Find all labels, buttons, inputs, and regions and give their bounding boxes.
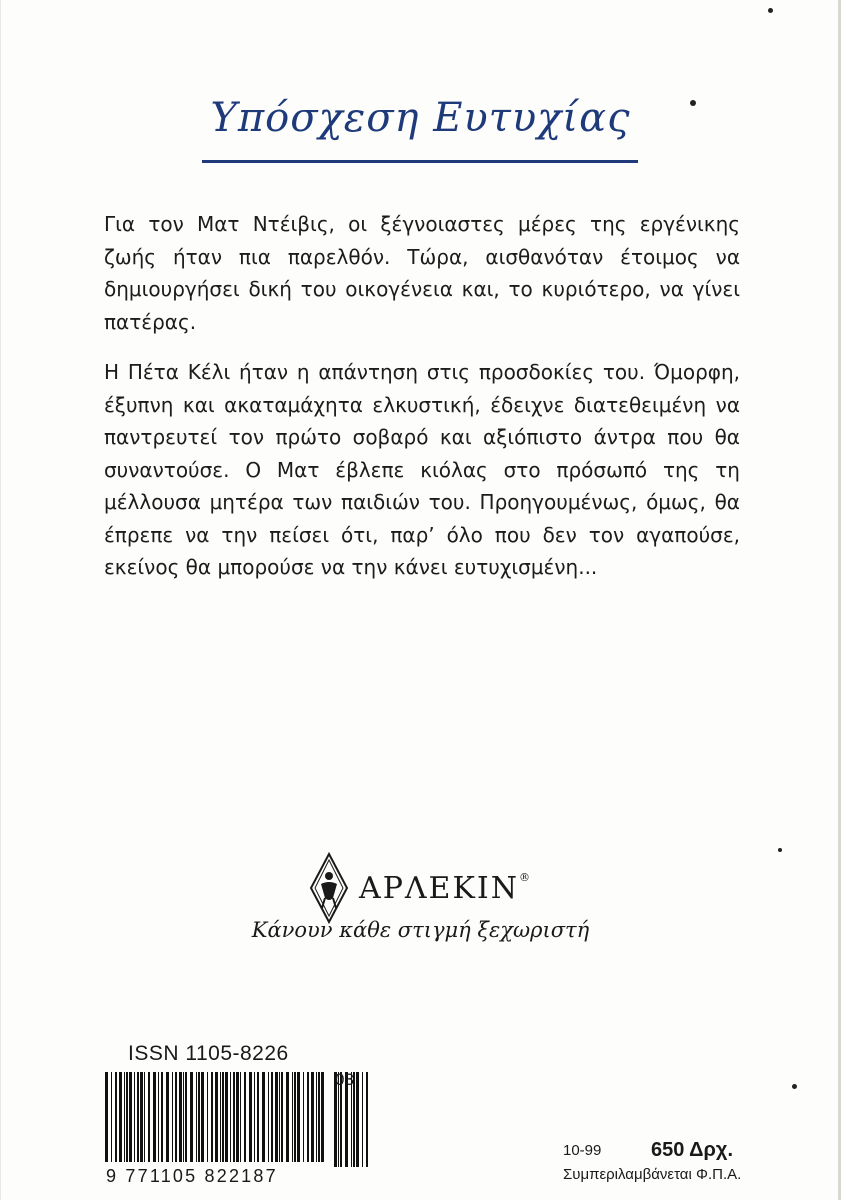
title-underline xyxy=(202,160,638,163)
print-speck xyxy=(768,8,773,13)
barcode-bar xyxy=(271,1072,273,1162)
barcode-bar xyxy=(172,1072,173,1162)
barcode-bar xyxy=(303,1072,304,1162)
barcode-bar xyxy=(318,1072,320,1162)
barcode-bar xyxy=(196,1072,197,1162)
barcode-bar xyxy=(279,1072,280,1162)
barcode-bar xyxy=(134,1072,135,1162)
barcode-bar xyxy=(268,1072,269,1162)
barcode-bar xyxy=(281,1072,283,1162)
barcode-bar xyxy=(115,1072,117,1162)
barcode-bar xyxy=(233,1072,235,1162)
publisher-name: ΑΡΛΕΚΙΝ® xyxy=(359,870,532,906)
barcode-bar xyxy=(140,1072,143,1162)
barcode-bar xyxy=(362,1072,363,1167)
barcode-bar xyxy=(230,1072,231,1162)
barcode-bar xyxy=(161,1072,163,1162)
barcode-bar xyxy=(321,1072,324,1162)
barcode-bar xyxy=(166,1072,169,1162)
barcode-bar xyxy=(311,1072,314,1162)
barcode-bar xyxy=(179,1072,182,1162)
barcode-bar xyxy=(119,1072,122,1162)
barcode-bar xyxy=(137,1072,139,1162)
barcode-bar xyxy=(105,1072,108,1162)
publisher-logo xyxy=(0,852,841,924)
barcode-bar xyxy=(220,1072,221,1162)
barcode-bar xyxy=(356,1072,359,1167)
barcode-bar xyxy=(207,1072,208,1162)
barcode-bar xyxy=(292,1072,293,1162)
barcode-bar xyxy=(222,1072,224,1162)
barcode-bar xyxy=(198,1072,200,1162)
barcode-bar xyxy=(249,1072,252,1162)
edition-date: 10-99 xyxy=(563,1142,602,1159)
barcode-bar xyxy=(215,1072,218,1162)
print-speck xyxy=(690,100,696,106)
barcode xyxy=(104,1072,326,1167)
barcode-bar xyxy=(262,1072,265,1162)
barcode-bar xyxy=(129,1072,132,1162)
barcode-bar xyxy=(275,1072,278,1162)
barcode-bar xyxy=(158,1072,159,1162)
barcode-bar xyxy=(124,1072,125,1162)
barcode-bar xyxy=(175,1072,177,1162)
barcode-bar xyxy=(225,1072,228,1162)
barcode-bar xyxy=(316,1072,317,1162)
barcode-bar xyxy=(244,1072,246,1162)
blurb-paragraph-2: Η Πέτα Κέλι ήταν η απάντηση στις προσδοκίες του. Όμορφη, έξυπνη και ακαταμάχητα ελκυστική, έδειχνε διατεθειμένη να παντρευτεί τον πρώτο σοβαρό και αξιόπιστο άντρα που θα συναντούσε. Ο Ματ έβλεπε κιόλας στο πρόσωπό της τη μέλλουσα μητέρα των παιδιών του. Προηγουμένως, όμως, θα έπρεπε να την πείσει ότι, παρ’ όλο που δεν τον αγαπούσε, εκείνος θα μπορούσε να την κάνει ευτυχισμένη... xyxy=(104,360,740,579)
blurb xyxy=(104,208,740,602)
barcode-bar xyxy=(144,1072,145,1162)
barcode-number: 9 771105 822187 xyxy=(106,1166,278,1186)
barcode-bar xyxy=(153,1072,156,1162)
print-speck xyxy=(778,848,782,852)
harlequin-diamond-icon xyxy=(309,852,349,924)
barcode-bar xyxy=(211,1072,213,1162)
addon-code: 03 xyxy=(335,1070,354,1089)
barcode-bar xyxy=(240,1072,241,1162)
barcode-bar xyxy=(126,1072,128,1162)
print-speck xyxy=(792,1084,797,1089)
barcode-bar xyxy=(111,1072,112,1162)
barcode-bar xyxy=(183,1072,184,1162)
issn: ISSN 1105-8226 xyxy=(128,1042,289,1065)
barcode-bar xyxy=(257,1072,259,1162)
barcode-bar xyxy=(201,1072,204,1162)
barcode-bar xyxy=(307,1072,309,1162)
barcode-bar xyxy=(297,1072,300,1162)
blurb-paragraph-1: Για τον Ματ Ντέιβις, οι ξέγνοιαστες μέρες της εργένικης ζωής ήταν πια παρελθόν. Τώρα, αισθανόταν έτοιμος να δημιουργήσει δική του οικογένεια και, το κυριότερο, να γίνει πατέρας. xyxy=(104,212,740,334)
vat-note: Συμπεριλαμβάνεται Φ.Π.Α. xyxy=(563,1166,742,1183)
book-title: Υπόσχεση Ευτυχίας xyxy=(210,95,631,141)
barcode-bar xyxy=(366,1072,368,1167)
registered-mark: ® xyxy=(518,870,532,884)
publisher-tagline: Κάνουν κάθε στιγμή ξεχωριστή xyxy=(251,918,590,942)
barcode-bar xyxy=(185,1072,187,1162)
price: 650 Δρχ. xyxy=(651,1139,734,1161)
barcode-bar xyxy=(286,1072,289,1162)
barcode-bar xyxy=(190,1072,193,1162)
barcode-bar xyxy=(148,1072,150,1162)
barcode-bar xyxy=(254,1072,255,1162)
barcode-bar xyxy=(294,1072,296,1162)
barcode-bar xyxy=(236,1072,239,1162)
